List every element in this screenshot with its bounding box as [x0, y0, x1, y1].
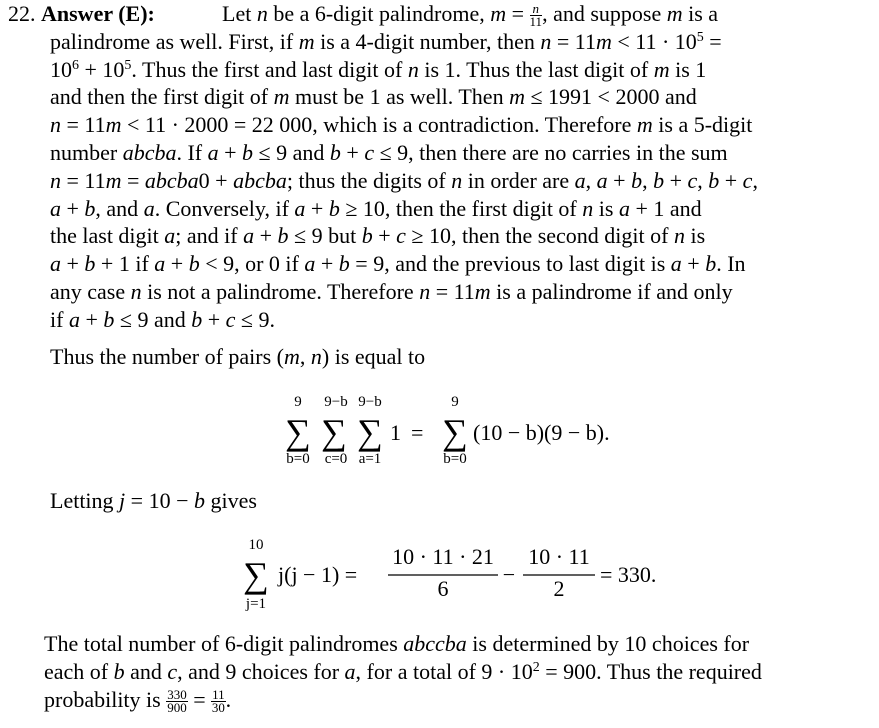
line-10: a + b + 1 if a + b < 9, or 0 if a + b = 9, and the previous to last digit is a + b. In	[50, 251, 746, 277]
sum4-top: 9	[451, 394, 459, 410]
para-1-body	[8, 28, 855, 334]
sigma-4-icon: ∑	[442, 412, 468, 452]
line-4: and then the first digit of m must be 1 as well. Then m ≤ 1991 < 2000 and	[50, 84, 697, 110]
sum4-bottom: b=0	[443, 451, 467, 467]
line-8: a + b, and a. Conversely, if a + b ≥ 10, then the first digit of n is a + 1 and	[50, 195, 702, 221]
sum1-top: 9	[294, 394, 302, 410]
equation-triple-sum-svg	[270, 390, 650, 470]
sumj-bottom: j=1	[245, 596, 267, 612]
equation-j-sum	[230, 533, 680, 615]
line-6: number abcba. If a + b ≤ 9 and b + c ≤ 9, then there are no carries in the sum	[50, 139, 728, 165]
eq2-minus: −	[502, 562, 516, 587]
eq2-term: j(j − 1) =	[278, 562, 358, 587]
frac1-denominator: 6	[437, 576, 449, 601]
solution-paragraph-2	[50, 343, 850, 371]
solution-paragraph-1	[8, 0, 855, 334]
line-total-3	[44, 686, 850, 714]
rhs-term: (10 − b)(9 − b).	[473, 420, 610, 445]
probability-fraction-2: $\frac{11}{30}$	[211, 687, 225, 716]
sigma-2-icon: ∑	[321, 412, 347, 452]
sumj-top: 10	[248, 537, 264, 553]
line-12: if a + b ≤ 9 and b + c ≤ 9.	[50, 306, 275, 332]
sum3-top: 9−b	[358, 394, 382, 410]
line-pairs: Thus the number of pairs (m, n) is equal to	[50, 344, 426, 369]
line-7: n = 11m = abcba0 + abcba; thus the digits of n in order are a, a + b, b + c, b + c,	[50, 167, 758, 193]
sigma-1-icon: ∑	[285, 412, 311, 452]
sigma-3-icon: ∑	[357, 412, 383, 452]
sum1-bottom: b=0	[286, 451, 310, 467]
sum3-bottom: a=1	[358, 451, 382, 467]
frac2-numerator: 10 · 11	[528, 544, 590, 569]
line-1	[8, 0, 855, 28]
line-2: palindrome as well. First, if m is a 4-digit number, then $n = 11m < 11 \cdot 10^5$ =	[50, 28, 722, 54]
line-total-1: The total number of 6-digit palindromes abccba is determined by 10 choices for	[44, 631, 750, 656]
line-total-2: each of b and c, and 9 choices for a, for a total of $9 \cdot 10^2 = 900$. Thus the required	[44, 658, 762, 684]
solution-paragraph-4	[44, 630, 850, 714]
sigma-j-icon: ∑	[243, 555, 269, 595]
eq1-equals: =	[411, 420, 424, 445]
lhs-term: 1	[390, 420, 401, 445]
equation-triple-sum	[270, 390, 650, 470]
probability-fraction-1: $\frac{330}{900}$	[167, 687, 187, 716]
line-letting: Letting j = 10 − b gives	[50, 488, 257, 513]
frac2-denominator: 2	[553, 576, 565, 601]
sum2-top: 9−b	[324, 394, 348, 410]
eq2-result: = 330.	[600, 562, 657, 587]
answer-label: Answer (E):	[41, 1, 155, 26]
line-11: any case n is not a palindrome. Therefore n = 11m is a palindrome if and only	[50, 278, 733, 304]
line-3: $10^6 + 10^5$. Thus the first and last digit of n is 1. Thus the last digit of m is 1	[50, 56, 707, 82]
problem-number: 22.	[8, 1, 36, 26]
equation-j-sum-svg	[230, 533, 680, 615]
solution-paragraph-3	[50, 487, 850, 515]
line-1-text: Let n be a 6-digit palindrome, m = $\frac{n}{11}$ , and suppose m is a	[222, 1, 719, 30]
line-5: n = 11m < 11 · 2000 = 22 000, which is a contradiction. Therefore m is a 5-digit	[50, 112, 753, 138]
frac1-numerator: 10 · 11 · 21	[392, 544, 494, 569]
line-9: the last digit a; and if a + b ≤ 9 but b + c ≥ 10, then the second digit of n is	[50, 223, 706, 249]
probability-equals: =	[193, 686, 206, 712]
sum2-bottom: c=0	[324, 451, 348, 467]
probability-end: .	[225, 686, 232, 712]
probability-prefix: probability is	[44, 686, 161, 712]
